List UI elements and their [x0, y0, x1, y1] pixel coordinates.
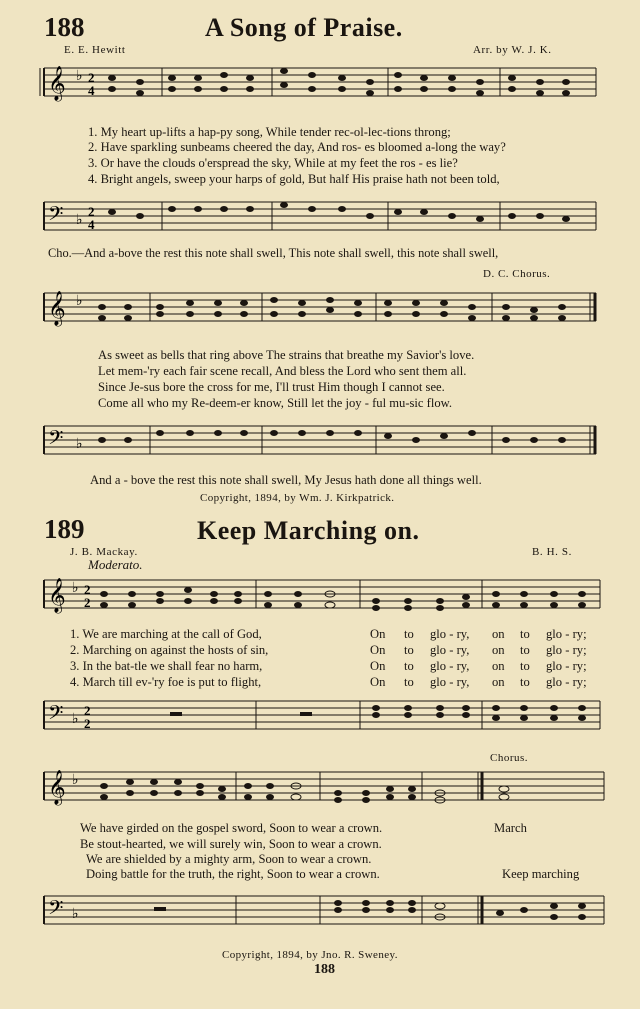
hymn-188-verse-3: 3. Or have the clouds o'erspread the sky, While at my feet the ros - es lie?: [88, 156, 458, 170]
hymn-188-verse-2: 2. Have sparkling sunbeams cheered the day, And ros- es bloomed a-long the way?: [88, 140, 506, 154]
refrain-word: to: [404, 659, 414, 673]
svg-text:♭: ♭: [76, 437, 83, 452]
svg-text:𝄞: 𝄞: [48, 771, 66, 804]
music-staff-bass-3: [0, 693, 640, 743]
refrain-row: [370, 643, 600, 659]
hymn-188-verse-4: 4. Bright angels, sweep your harps of gold, But half His praise hath not been told,: [88, 172, 500, 186]
svg-text:𝄞: 𝄞: [48, 292, 66, 325]
refrain-row: [370, 627, 600, 643]
svg-text:2: 2: [84, 716, 91, 731]
refrain-word: to: [404, 643, 414, 657]
hymn-188-chorus-line: Cho.—And a-bove the rest this note shall swell, This note shall swell, this note shall swell,: [48, 246, 499, 260]
svg-text:♭: ♭: [76, 294, 83, 309]
music-staff-bass-1: [0, 194, 640, 244]
refrain-word: to: [520, 643, 530, 657]
music-staff-bass-4: [0, 888, 640, 944]
refrain-word: glo - ry,: [430, 643, 470, 657]
hymn-189-author: J. B. Mackay.: [70, 546, 138, 558]
hymn-188-author: E. E. Hewitt: [64, 44, 126, 56]
refrain-word: to: [404, 627, 414, 641]
hymn-188-arranger: Arr. by W. J. K.: [473, 44, 552, 56]
hymn-189-tempo: Moderato.: [88, 557, 143, 572]
refrain-word: on: [492, 659, 505, 673]
refrain-word: to: [404, 675, 414, 689]
svg-text:𝄢: 𝄢: [48, 703, 64, 729]
hymn-188-verse-1: 1. My heart up-lifts a hap-py song, While tender rec-ol-lec-tions throng;: [88, 125, 451, 139]
hymn-189-title: Keep Marching on.: [197, 516, 420, 545]
svg-text:𝄢: 𝄢: [48, 204, 64, 230]
hymn-189-number: 189: [44, 514, 85, 544]
hymn-189-verse-3: 3. In the bat-tle we shall fear no harm,: [70, 659, 263, 673]
refrain-word: On: [370, 659, 386, 673]
svg-text:2: 2: [88, 204, 95, 219]
hymn-188-dc-chorus: D. C. Chorus.: [483, 268, 551, 280]
refrain-word: glo - ry,: [430, 627, 470, 641]
music-staff-treble-1: [0, 60, 640, 120]
svg-text:𝄢: 𝄢: [48, 428, 64, 454]
music-staff-treble-4: [0, 764, 640, 820]
svg-text:2: 2: [84, 582, 91, 597]
hymn-189-copyright: Copyright, 1894, by Jno. R. Sweney.: [222, 949, 398, 961]
refrain-word: glo - ry;: [546, 627, 587, 641]
refrain-word: on: [492, 643, 505, 657]
hymn-189-chorus-word-march: March: [494, 821, 527, 835]
hymn-189-verse-2-end: Be stout-hearted, we will surely win, Soon to wear a crown.: [80, 837, 382, 851]
hymn-188-verse-1-end: As sweet as bells that ring above The strains that breathe my Savior's love.: [98, 348, 475, 362]
music-staff-bass-2: [0, 418, 640, 468]
music-staff-treble-3: [0, 572, 640, 628]
svg-text:2: 2: [84, 595, 91, 610]
refrain-word: glo - ry;: [546, 659, 587, 673]
hymn-189-composer: B. H. S.: [532, 546, 572, 558]
refrain-row: [370, 659, 600, 675]
refrain-word: On: [370, 627, 386, 641]
svg-text:2: 2: [88, 70, 95, 85]
svg-text:4: 4: [88, 217, 95, 232]
svg-text:𝄞: 𝄞: [48, 67, 66, 100]
svg-text:♭: ♭: [72, 581, 79, 596]
refrain-word: glo - ry;: [546, 643, 587, 657]
hymn-189-verse-1-end: We have girded on the gospel sword, Soon to wear a crown.: [80, 821, 383, 835]
refrain-word: on: [492, 675, 505, 689]
hymn-188-bass-line: And a - bove the rest this note shall swell, My Jesus hath done all things well.: [90, 473, 482, 487]
refrain-word: On: [370, 675, 386, 689]
refrain-word: to: [520, 675, 530, 689]
hymn-189-verse-3-end: We are shielded by a mighty arm, Soon to wear a crown.: [86, 852, 372, 866]
refrain-word: glo - ry,: [430, 675, 470, 689]
svg-text:♭: ♭: [72, 907, 79, 922]
svg-text:♭: ♭: [76, 213, 83, 228]
svg-text:♭: ♭: [72, 773, 79, 788]
hymn-188-title: A Song of Praise.: [205, 13, 403, 42]
refrain-word: on: [492, 627, 505, 641]
refrain-word: glo - ry;: [546, 675, 587, 689]
svg-text:𝄞: 𝄞: [48, 579, 66, 612]
refrain-word: On: [370, 643, 386, 657]
hymn-189-verse-1: 1. We are marching at the call of God,: [70, 627, 262, 641]
svg-text:♭: ♭: [72, 712, 79, 727]
hymn-189-refrain-grid: [370, 627, 600, 691]
refrain-row: [370, 675, 600, 691]
svg-text:2: 2: [84, 703, 91, 718]
refrain-word: glo - ry,: [430, 659, 470, 673]
hymn-189-chorus-word-keep-marching: Keep marching: [502, 867, 580, 881]
page-number: 188: [314, 962, 335, 977]
hymn-188-verse-4-end: Come all who my Re-deem-er know, Still let the joy - ful mu-sic flow.: [98, 396, 453, 410]
hymn-188-verse-2-end: Let mem-'ry each fair scene recall, And bless the Lord who sent them all.: [98, 364, 467, 378]
hymn-189-verse-4: 4. March till ev-'ry foe is put to flight,: [70, 675, 262, 689]
hymn-188-number: 188: [44, 12, 85, 42]
hymn-188-verse-3-end: Since Je-sus bore the cross for me, I'll trust Him though I cannot see.: [98, 380, 445, 394]
svg-text:𝄢: 𝄢: [48, 898, 64, 924]
refrain-word: to: [520, 659, 530, 673]
hymn-189-chorus-label: Chorus.: [490, 752, 529, 764]
refrain-word: to: [520, 627, 530, 641]
svg-text:♭: ♭: [76, 69, 83, 84]
hymn-188-copyright: Copyright, 1894, by Wm. J. Kirkpatrick.: [200, 492, 395, 504]
music-staff-treble-2: [0, 285, 640, 345]
hymn-189-verse-4-end: Doing battle for the truth, the right, Soon to wear a crown.: [86, 867, 380, 881]
hymn-189-verse-2: 2. Marching on against the hosts of sin,: [70, 643, 269, 657]
svg-text:4: 4: [88, 83, 95, 98]
